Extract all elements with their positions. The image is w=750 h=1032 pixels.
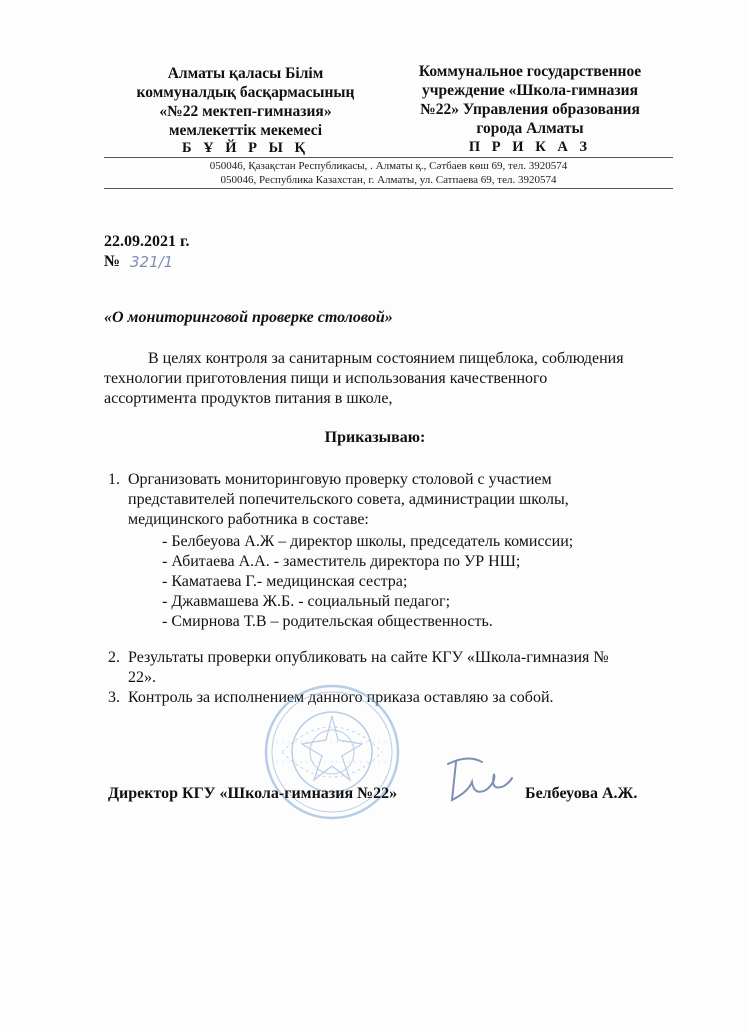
preamble-line: ассортимента продуктов питания в школе, bbox=[104, 390, 393, 407]
item-line: Результаты проверки опубликовать на сайте КГУ «Школа-гимназия № bbox=[128, 649, 609, 666]
signature-scribble bbox=[438, 752, 518, 812]
header-right-line: города Алматы bbox=[476, 120, 584, 137]
header-rule-bottom bbox=[104, 188, 673, 189]
header-left-line: коммуналдық басқармасының bbox=[136, 84, 355, 101]
header-right-line: №22» Управления образования bbox=[420, 101, 640, 118]
item-number: 3. bbox=[108, 689, 120, 706]
header-word-kz: Б Ұ Й Р Ы Қ bbox=[181, 140, 310, 156]
header-right-ru bbox=[390, 62, 670, 138]
order-title: «О мониторинговой проверке столовой» bbox=[104, 309, 393, 326]
member-item: - Смирнова Т.В – родительская общественность. bbox=[162, 613, 493, 630]
item-number: 1. bbox=[108, 471, 120, 488]
header-rule-top bbox=[104, 157, 673, 158]
address-ru: 050046, Республика Казахстан, г. Алматы, ул. Сатпаева 69, тел. 3920574 bbox=[220, 174, 557, 186]
item-number: 2. bbox=[108, 649, 120, 666]
header-left-line: мемлекеттік мекемесі bbox=[168, 122, 322, 139]
address-kz: 050046, Қазақстан Республикасы, . Алматы қ., Сәтбаев көш 69, тел. 3920574 bbox=[209, 160, 568, 172]
header-left-kz bbox=[118, 64, 373, 140]
header-left-line: «№22 мектеп-гимназия» bbox=[159, 103, 332, 120]
member-item: - Белбеуова А.Ж – директор школы, председатель комиссии; bbox=[162, 533, 574, 550]
member-item: - Абитаева А.А. - заместитель директора по УР НШ; bbox=[162, 553, 521, 570]
signature-position: Директор КГУ «Школа-гимназия №22» bbox=[108, 785, 398, 802]
header-right-line: Коммунальное государственное bbox=[418, 63, 642, 80]
member-item: - Каматаева Г.- медицинская сестра; bbox=[162, 573, 408, 590]
order-number-label: № bbox=[104, 253, 121, 270]
signature-name: Белбеуова А.Ж. bbox=[525, 785, 638, 802]
item-line: медицинского работника в составе: bbox=[128, 511, 369, 528]
header-right-line: учреждение «Школа-гимназия bbox=[422, 82, 638, 99]
header-left-line: Алматы қаласы Білім bbox=[167, 65, 324, 82]
item-line: Организовать мониторинговую проверку столовой с участием bbox=[128, 471, 552, 488]
preamble-line: технологии приготовления пищи и использования качественного bbox=[104, 370, 548, 387]
header-word-ru: П Р И К А З bbox=[468, 139, 592, 155]
item-line: 22». bbox=[128, 669, 156, 686]
preamble-line: В целях контроля за санитарным состоянием пищеблока, соблюдения bbox=[148, 350, 624, 367]
order-date: 22.09.2021 г. bbox=[104, 233, 190, 250]
order-number-handwritten: 321/1 bbox=[130, 253, 174, 271]
member-item: - Джавмашева Ж.Б. - социальный педагог; bbox=[162, 593, 451, 610]
item-line: представителей попечительского совета, администрации школы, bbox=[128, 491, 569, 508]
command-heading: Приказываю: bbox=[324, 429, 426, 446]
item-line: Контроль за исполнением данного приказа оставляю за собой. bbox=[128, 689, 554, 706]
